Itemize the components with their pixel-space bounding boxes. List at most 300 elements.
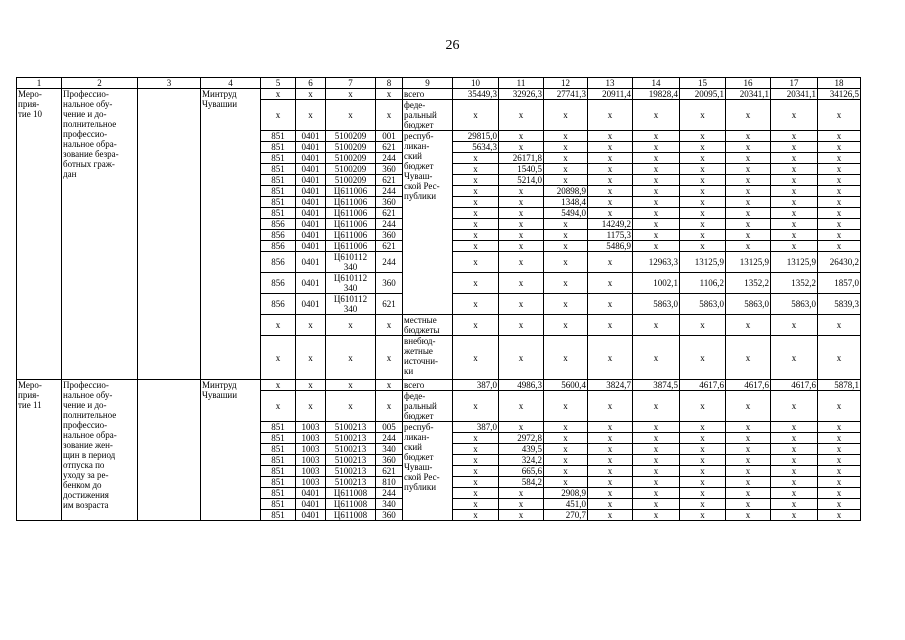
year-value: х bbox=[588, 422, 633, 433]
year-value: 20095,1 bbox=[680, 89, 726, 100]
expense-type-code: 244 bbox=[376, 488, 403, 499]
grbs-code: 851 bbox=[261, 186, 296, 197]
year-value: х bbox=[588, 208, 633, 219]
year-value: х bbox=[544, 142, 588, 153]
year-value: х bbox=[633, 164, 680, 175]
year-value: х bbox=[726, 391, 771, 422]
responsible-executor: Минтруд Чувашии bbox=[201, 380, 261, 521]
year-value: 5839,3 bbox=[818, 294, 861, 315]
year-value: х bbox=[726, 499, 771, 510]
grbs-code: х bbox=[261, 100, 296, 131]
section-code: х bbox=[296, 391, 326, 422]
year-value: х bbox=[818, 230, 861, 241]
source-local: местные бюджеты bbox=[403, 315, 453, 336]
year-value: х bbox=[680, 241, 726, 252]
year-value: х bbox=[818, 391, 861, 422]
section-code: 0401 bbox=[296, 186, 326, 197]
section-code: 0401 bbox=[296, 294, 326, 315]
grbs-code: 856 bbox=[261, 230, 296, 241]
grbs-code: 856 bbox=[261, 294, 296, 315]
source-republic: респуб- ликан- ский бюджет Чуваш- ской Рес- публики bbox=[403, 131, 453, 315]
year-value: 14249,2 bbox=[588, 219, 633, 230]
year-value: 29815,0 bbox=[453, 131, 499, 142]
year-value: х bbox=[818, 315, 861, 336]
target-article-code: х bbox=[326, 315, 376, 336]
year-value: х bbox=[680, 197, 726, 208]
year-value: х bbox=[771, 175, 818, 186]
expense-type-code: 621 bbox=[376, 466, 403, 477]
year-value: х bbox=[771, 455, 818, 466]
section-code: 0401 bbox=[296, 197, 326, 208]
expense-type-code: 340 bbox=[376, 499, 403, 510]
budget-table bbox=[16, 77, 861, 521]
section-code: 0401 bbox=[296, 488, 326, 499]
year-value: х bbox=[680, 488, 726, 499]
year-value: х bbox=[680, 315, 726, 336]
m10-row bbox=[17, 89, 861, 100]
year-value: 1002,1 bbox=[633, 273, 680, 294]
year-value: 1175,3 bbox=[588, 230, 633, 241]
year-value: х bbox=[588, 488, 633, 499]
year-value: х bbox=[633, 142, 680, 153]
section-code: 1003 bbox=[296, 433, 326, 444]
year-value: х bbox=[680, 466, 726, 477]
year-value: х bbox=[544, 153, 588, 164]
year-value: 1352,2 bbox=[771, 273, 818, 294]
target-article-code: х bbox=[326, 391, 376, 422]
section-code: 0401 bbox=[296, 131, 326, 142]
grbs-code: 851 bbox=[261, 142, 296, 153]
year-value: 13125,9 bbox=[726, 252, 771, 273]
year-value: х bbox=[588, 186, 633, 197]
target-article-code: 5100209 bbox=[326, 153, 376, 164]
empty-cell bbox=[138, 380, 201, 521]
section-code: 1003 bbox=[296, 466, 326, 477]
year-value: х bbox=[680, 175, 726, 186]
year-value: х bbox=[633, 219, 680, 230]
section-code: 0401 bbox=[296, 208, 326, 219]
year-value: х bbox=[588, 315, 633, 336]
year-value: х bbox=[726, 175, 771, 186]
year-value: х bbox=[771, 219, 818, 230]
expense-type-code: 621 bbox=[376, 142, 403, 153]
target-article-code: 5100213 bbox=[326, 477, 376, 488]
year-value: 1540,5 bbox=[499, 164, 544, 175]
year-value: х bbox=[633, 433, 680, 444]
year-value: 27741,3 bbox=[544, 89, 588, 100]
target-article-code: Ц611006 bbox=[326, 197, 376, 208]
year-value: х bbox=[771, 466, 818, 477]
year-value: х bbox=[499, 100, 544, 131]
year-value: х bbox=[680, 230, 726, 241]
year-value: х bbox=[680, 153, 726, 164]
section-code: х bbox=[296, 380, 326, 391]
year-value: 2908,9 bbox=[544, 488, 588, 499]
year-value: х bbox=[680, 455, 726, 466]
grbs-code: х bbox=[261, 391, 296, 422]
page-number: 26 bbox=[445, 38, 460, 53]
year-value: х bbox=[680, 142, 726, 153]
year-value: х bbox=[771, 153, 818, 164]
year-value: х bbox=[771, 164, 818, 175]
year-value: х bbox=[544, 422, 588, 433]
year-value: х bbox=[453, 100, 499, 131]
year-value: 4617,6 bbox=[771, 380, 818, 391]
section-code: 0401 bbox=[296, 164, 326, 175]
year-value: х bbox=[544, 131, 588, 142]
year-value: 5863,0 bbox=[771, 294, 818, 315]
year-value: х bbox=[499, 186, 544, 197]
year-value: х bbox=[453, 153, 499, 164]
year-value: х bbox=[588, 444, 633, 455]
target-article-code: х bbox=[326, 380, 376, 391]
section-code: 0401 bbox=[296, 230, 326, 241]
year-value: 3824,7 bbox=[588, 380, 633, 391]
expense-type-code: 244 bbox=[376, 186, 403, 197]
year-value: х bbox=[588, 294, 633, 315]
year-value: х bbox=[453, 315, 499, 336]
year-value: х bbox=[680, 219, 726, 230]
year-value: х bbox=[499, 131, 544, 142]
year-value: х bbox=[633, 488, 680, 499]
year-value: х bbox=[771, 391, 818, 422]
year-value: х bbox=[633, 241, 680, 252]
year-value: х bbox=[544, 230, 588, 241]
year-value: х bbox=[726, 153, 771, 164]
year-value: 19828,4 bbox=[633, 89, 680, 100]
year-value: х bbox=[818, 175, 861, 186]
year-value: х bbox=[818, 197, 861, 208]
year-value: 1106,2 bbox=[680, 273, 726, 294]
year-value: 32926,3 bbox=[499, 89, 544, 100]
expense-type-code: 244 bbox=[376, 433, 403, 444]
column-number: 17 bbox=[771, 78, 818, 89]
target-article-code: Ц611008 bbox=[326, 499, 376, 510]
target-article-code: 5100213 bbox=[326, 433, 376, 444]
year-value: 387,0 bbox=[453, 422, 499, 433]
column-number: 15 bbox=[680, 78, 726, 89]
target-article-code: Ц610112 340 bbox=[326, 252, 376, 273]
section-code: 0401 bbox=[296, 252, 326, 273]
year-value: х bbox=[771, 197, 818, 208]
year-value: х bbox=[680, 391, 726, 422]
year-value: х bbox=[453, 433, 499, 444]
section-code: 0401 bbox=[296, 273, 326, 294]
year-value: х bbox=[633, 208, 680, 219]
section-code: 1003 bbox=[296, 444, 326, 455]
grbs-code: х bbox=[261, 315, 296, 336]
year-value: х bbox=[499, 197, 544, 208]
year-value: х bbox=[453, 336, 499, 380]
expense-type-code: 621 bbox=[376, 294, 403, 315]
expense-type-code: 360 bbox=[376, 197, 403, 208]
year-value: х bbox=[544, 252, 588, 273]
target-article-code: Ц611006 bbox=[326, 230, 376, 241]
year-value: х bbox=[680, 510, 726, 521]
year-value: 1352,2 bbox=[726, 273, 771, 294]
year-value: х bbox=[588, 252, 633, 273]
year-value: х bbox=[544, 241, 588, 252]
year-value: х bbox=[818, 186, 861, 197]
grbs-code: 851 bbox=[261, 175, 296, 186]
year-value: х bbox=[771, 315, 818, 336]
year-value: х bbox=[818, 142, 861, 153]
measure-name: Меро- прия- тие 10 bbox=[17, 89, 62, 380]
year-value: х bbox=[588, 131, 633, 142]
year-value: х bbox=[544, 444, 588, 455]
section-code: х bbox=[296, 336, 326, 380]
year-value: х bbox=[771, 208, 818, 219]
grbs-code: 851 bbox=[261, 197, 296, 208]
year-value: х bbox=[588, 142, 633, 153]
expense-type-code: 621 bbox=[376, 208, 403, 219]
year-value: х bbox=[726, 336, 771, 380]
year-value: 35449,3 bbox=[453, 89, 499, 100]
year-value: х bbox=[453, 444, 499, 455]
grbs-code: 856 bbox=[261, 219, 296, 230]
year-value: х bbox=[544, 175, 588, 186]
year-value: х bbox=[771, 422, 818, 433]
year-value: 4617,6 bbox=[726, 380, 771, 391]
year-value: х bbox=[771, 433, 818, 444]
year-value: х bbox=[544, 391, 588, 422]
grbs-code: 851 bbox=[261, 153, 296, 164]
year-value: х bbox=[588, 336, 633, 380]
expense-type-code: 621 bbox=[376, 241, 403, 252]
year-value: х bbox=[633, 186, 680, 197]
target-article-code: 5100209 bbox=[326, 131, 376, 142]
year-value: х bbox=[633, 444, 680, 455]
year-value: х bbox=[818, 466, 861, 477]
year-value: х bbox=[453, 499, 499, 510]
column-number: 4 bbox=[201, 78, 261, 89]
grbs-code: 851 bbox=[261, 131, 296, 142]
year-value: х bbox=[544, 466, 588, 477]
expense-type-code: х bbox=[376, 89, 403, 100]
grbs-code: 851 bbox=[261, 208, 296, 219]
target-article-code: 5100209 bbox=[326, 175, 376, 186]
year-value: х bbox=[453, 241, 499, 252]
year-value: х bbox=[544, 477, 588, 488]
year-value: х bbox=[726, 444, 771, 455]
year-value: 5214,0 bbox=[499, 175, 544, 186]
column-number: 3 bbox=[138, 78, 201, 89]
column-number: 14 bbox=[633, 78, 680, 89]
source-offbudget: внебюд- жетные источни- ки bbox=[403, 336, 453, 380]
year-value: х bbox=[818, 208, 861, 219]
column-number: 8 bbox=[376, 78, 403, 89]
empty-cell bbox=[138, 89, 201, 380]
year-value: х bbox=[453, 208, 499, 219]
year-value: х bbox=[633, 336, 680, 380]
year-value: х bbox=[453, 252, 499, 273]
year-value: 12963,3 bbox=[633, 252, 680, 273]
year-value: х bbox=[633, 175, 680, 186]
year-value: 20898,9 bbox=[544, 186, 588, 197]
year-value: х bbox=[453, 186, 499, 197]
year-value: х bbox=[818, 153, 861, 164]
year-value: х bbox=[544, 336, 588, 380]
year-value: 20341,1 bbox=[771, 89, 818, 100]
year-value: х bbox=[633, 197, 680, 208]
grbs-code: 851 bbox=[261, 488, 296, 499]
grbs-code: 851 bbox=[261, 477, 296, 488]
grbs-code: 851 bbox=[261, 422, 296, 433]
year-value: х bbox=[544, 315, 588, 336]
expense-type-code: х bbox=[376, 391, 403, 422]
year-value: х bbox=[499, 142, 544, 153]
target-article-code: Ц611006 bbox=[326, 219, 376, 230]
year-value: 324,2 bbox=[499, 455, 544, 466]
year-value: х bbox=[633, 391, 680, 422]
expense-type-code: 001 bbox=[376, 131, 403, 142]
year-value: 34126,5 bbox=[818, 89, 861, 100]
year-value: х bbox=[726, 142, 771, 153]
year-value: х bbox=[633, 230, 680, 241]
expense-type-code: 621 bbox=[376, 175, 403, 186]
target-article-code: х bbox=[326, 89, 376, 100]
target-article-code: Ц611006 bbox=[326, 186, 376, 197]
expense-type-code: х bbox=[376, 100, 403, 131]
expense-type-code: х bbox=[376, 380, 403, 391]
year-value: 5486,9 bbox=[588, 241, 633, 252]
year-value: х bbox=[680, 499, 726, 510]
year-value: х bbox=[453, 455, 499, 466]
year-value: х bbox=[588, 510, 633, 521]
year-value: х bbox=[453, 477, 499, 488]
grbs-code: х bbox=[261, 380, 296, 391]
year-value: х bbox=[680, 433, 726, 444]
expense-type-code: 340 bbox=[376, 444, 403, 455]
year-value: х bbox=[499, 230, 544, 241]
year-value: х bbox=[726, 488, 771, 499]
year-value: х bbox=[544, 455, 588, 466]
year-value: х bbox=[818, 510, 861, 521]
target-article-code: Ц611006 bbox=[326, 208, 376, 219]
section-code: 0401 bbox=[296, 142, 326, 153]
year-value: х bbox=[499, 252, 544, 273]
year-value: х bbox=[499, 422, 544, 433]
column-number: 16 bbox=[726, 78, 771, 89]
year-value: х bbox=[499, 208, 544, 219]
year-value: х bbox=[818, 241, 861, 252]
year-value: х bbox=[588, 466, 633, 477]
measure-name: Меро- прия- тие 11 bbox=[17, 380, 62, 521]
year-value: х bbox=[680, 422, 726, 433]
target-article-code: Ц610112 340 bbox=[326, 294, 376, 315]
year-value: 26430,2 bbox=[818, 252, 861, 273]
section-code: 0401 bbox=[296, 499, 326, 510]
year-value: х bbox=[633, 422, 680, 433]
year-value: 1857,0 bbox=[818, 273, 861, 294]
section-code: 1003 bbox=[296, 422, 326, 433]
target-article-code: Ц611006 bbox=[326, 241, 376, 252]
year-value: х bbox=[588, 175, 633, 186]
year-value: х bbox=[818, 164, 861, 175]
year-value: х bbox=[544, 100, 588, 131]
source-republic: респуб- ликан- ский бюджет Чуваш- ской Рес- публики bbox=[403, 422, 453, 521]
year-value: 20911,4 bbox=[588, 89, 633, 100]
year-value: х bbox=[771, 336, 818, 380]
year-value: х bbox=[818, 336, 861, 380]
year-value: х bbox=[633, 499, 680, 510]
year-value: х bbox=[453, 219, 499, 230]
grbs-code: 856 bbox=[261, 241, 296, 252]
year-value: х bbox=[680, 477, 726, 488]
year-value: х bbox=[771, 477, 818, 488]
expense-type-code: 360 bbox=[376, 230, 403, 241]
grbs-code: 851 bbox=[261, 164, 296, 175]
year-value: х bbox=[726, 433, 771, 444]
target-article-code: 5100213 bbox=[326, 444, 376, 455]
year-value: х bbox=[499, 315, 544, 336]
year-value: х bbox=[818, 444, 861, 455]
target-article-code: 5100209 bbox=[326, 142, 376, 153]
column-number: 2 bbox=[62, 78, 138, 89]
year-value: х bbox=[453, 510, 499, 521]
expense-type-code: 244 bbox=[376, 219, 403, 230]
year-value: 5878,1 bbox=[818, 380, 861, 391]
year-value: х bbox=[453, 230, 499, 241]
year-value: х bbox=[453, 488, 499, 499]
expense-type-code: х bbox=[376, 315, 403, 336]
section-code: х bbox=[296, 315, 326, 336]
expense-type-code: 360 bbox=[376, 510, 403, 521]
year-value: 4617,6 bbox=[680, 380, 726, 391]
expense-type-code: 360 bbox=[376, 455, 403, 466]
year-value: х bbox=[680, 100, 726, 131]
year-value: 5494,0 bbox=[544, 208, 588, 219]
year-value: 3874,5 bbox=[633, 380, 680, 391]
section-code: х bbox=[296, 100, 326, 131]
year-value: х bbox=[680, 164, 726, 175]
grbs-code: 851 bbox=[261, 444, 296, 455]
year-value: 5600,4 bbox=[544, 380, 588, 391]
source-total: всего bbox=[403, 380, 453, 391]
year-value: х bbox=[726, 197, 771, 208]
year-value: х bbox=[453, 466, 499, 477]
column-number: 18 bbox=[818, 78, 861, 89]
year-value: 451,0 bbox=[544, 499, 588, 510]
year-value: х bbox=[544, 294, 588, 315]
year-value: х bbox=[818, 131, 861, 142]
year-value: 2972,8 bbox=[499, 433, 544, 444]
year-value: х bbox=[818, 488, 861, 499]
year-value: х bbox=[453, 197, 499, 208]
year-value: 387,0 bbox=[453, 380, 499, 391]
expense-type-code: 244 bbox=[376, 153, 403, 164]
year-value: 26171,8 bbox=[499, 153, 544, 164]
target-article-code: Ц611008 bbox=[326, 488, 376, 499]
year-value: х bbox=[726, 241, 771, 252]
column-number: 10 bbox=[453, 78, 499, 89]
year-value: х bbox=[680, 336, 726, 380]
year-value: х bbox=[680, 186, 726, 197]
grbs-code: 851 bbox=[261, 499, 296, 510]
year-value: х bbox=[726, 466, 771, 477]
grbs-code: х bbox=[261, 336, 296, 380]
year-value: х bbox=[818, 499, 861, 510]
year-value: х bbox=[771, 230, 818, 241]
year-value: х bbox=[453, 175, 499, 186]
year-value: х bbox=[633, 100, 680, 131]
column-number: 1 bbox=[17, 78, 62, 89]
year-value: х bbox=[680, 131, 726, 142]
section-code: 1003 bbox=[296, 455, 326, 466]
measure-description: Профессио- нальное обу- чение и до- полнительное профессио- нальное обра- зование жен- щин в период отпуска по уходу за ре- бенком до достижения им возраста bbox=[62, 380, 138, 521]
year-value: х bbox=[771, 142, 818, 153]
year-value: х bbox=[771, 241, 818, 252]
